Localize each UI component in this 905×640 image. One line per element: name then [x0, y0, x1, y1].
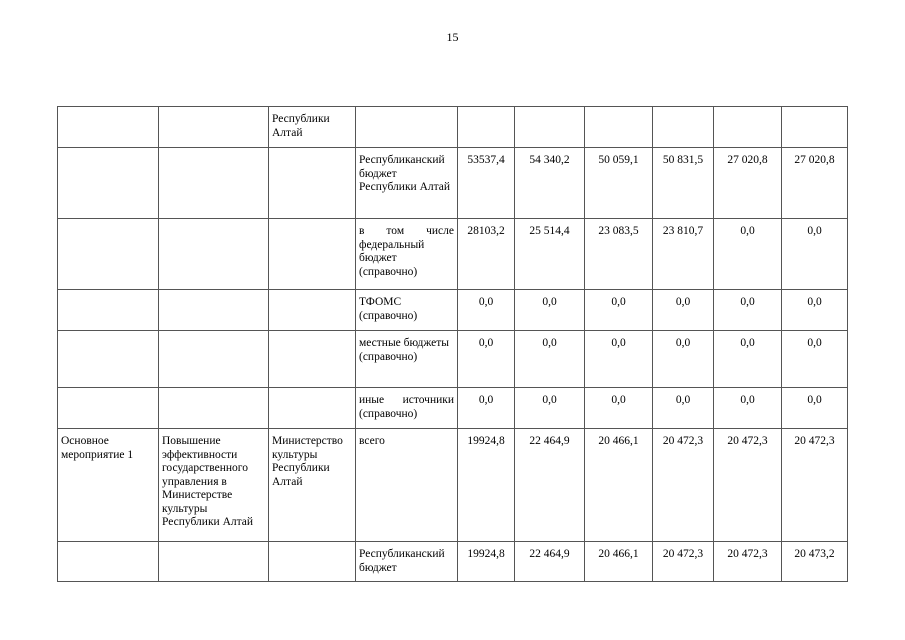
event-cell: [58, 107, 159, 148]
executor-cell: [269, 388, 356, 429]
description-cell: [159, 388, 269, 429]
value-cell: 0,0: [515, 290, 585, 331]
executor-cell: [269, 219, 356, 290]
value-cell: 0,0: [653, 388, 714, 429]
value-cell: 0,0: [458, 290, 515, 331]
value-cell: 20 466,1: [585, 429, 653, 542]
value-cell: 0,0: [585, 388, 653, 429]
value-cell: [782, 107, 848, 148]
table-row: [58, 148, 848, 219]
value-cell: [585, 107, 653, 148]
value-cell: 0,0: [782, 388, 848, 429]
value-cell: 23 083,5: [585, 219, 653, 290]
value-cell: 0,0: [782, 219, 848, 290]
table-row: [58, 107, 848, 148]
table-row: [58, 429, 848, 542]
table-row: [58, 219, 848, 290]
value-cell: 0,0: [653, 331, 714, 388]
event-cell: [58, 219, 159, 290]
source-text-rest: федеральный бюджет (справочно): [359, 238, 425, 278]
source-cell: Республиканский бюджет Республики Алтай: [356, 148, 458, 219]
description-cell: [159, 148, 269, 219]
value-cell: 22 464,9: [515, 542, 585, 582]
value-cell: [515, 107, 585, 148]
value-cell: 0,0: [714, 388, 782, 429]
source-cell: ТФОМС (справочно): [356, 290, 458, 331]
value-cell: 0,0: [782, 290, 848, 331]
value-cell: 0,0: [653, 290, 714, 331]
value-cell: [653, 107, 714, 148]
event-cell: [58, 290, 159, 331]
description-cell: Повышение эффективности государственного управления в Министерстве культуры Республики Алтай: [159, 429, 269, 542]
table-row: [58, 388, 848, 429]
event-cell: [58, 542, 159, 582]
value-cell: 0,0: [585, 331, 653, 388]
value-cell: [458, 107, 515, 148]
value-cell: 0,0: [458, 388, 515, 429]
value-cell: 54 340,2: [515, 148, 585, 219]
description-cell: [159, 107, 269, 148]
executor-cell: [269, 542, 356, 582]
value-cell: 28103,2: [458, 219, 515, 290]
source-cell: Республиканский бюджет: [356, 542, 458, 582]
value-cell: 25 514,4: [515, 219, 585, 290]
event-cell: [58, 148, 159, 219]
value-cell: 27 020,8: [782, 148, 848, 219]
value-cell: 22 464,9: [515, 429, 585, 542]
value-cell: 0,0: [585, 290, 653, 331]
source-text-line: в том числе: [359, 225, 454, 237]
value-cell: 23 810,7: [653, 219, 714, 290]
value-cell: 0,0: [714, 219, 782, 290]
source-text-line: иные источники: [359, 394, 454, 406]
event-cell: [58, 388, 159, 429]
table-row: [58, 290, 848, 331]
executor-cell: Республики Алтай: [269, 107, 356, 148]
value-cell: 19924,8: [458, 542, 515, 582]
value-cell: 0,0: [714, 331, 782, 388]
value-cell: 19924,8: [458, 429, 515, 542]
description-cell: [159, 542, 269, 582]
table-row: [58, 331, 848, 388]
value-cell: 0,0: [458, 331, 515, 388]
executor-cell: [269, 148, 356, 219]
value-cell: 20 472,3: [714, 429, 782, 542]
source-cell: [356, 107, 458, 148]
value-cell: 53537,4: [458, 148, 515, 219]
value-cell: 20 472,3: [653, 542, 714, 582]
page-number: 15: [446, 30, 459, 44]
value-cell: 20 472,3: [782, 429, 848, 542]
value-cell: 20 473,2: [782, 542, 848, 582]
value-cell: 27 020,8: [714, 148, 782, 219]
budget-table: [57, 106, 848, 582]
source-cell: местные бюджеты (справочно): [356, 331, 458, 388]
value-cell: 50 831,5: [653, 148, 714, 219]
event-cell: Основное мероприятие 1: [58, 429, 159, 542]
source-cell: [356, 388, 458, 429]
source-text-rest: (справочно): [359, 407, 418, 420]
executor-cell: [269, 290, 356, 331]
value-cell: [714, 107, 782, 148]
value-cell: 50 059,1: [585, 148, 653, 219]
description-cell: [159, 331, 269, 388]
value-cell: 20 472,3: [653, 429, 714, 542]
value-cell: 0,0: [515, 331, 585, 388]
description-cell: [159, 219, 269, 290]
value-cell: 20 466,1: [585, 542, 653, 582]
value-cell: 20 472,3: [714, 542, 782, 582]
value-cell: 0,0: [782, 331, 848, 388]
value-cell: 0,0: [515, 388, 585, 429]
source-cell: всего: [356, 429, 458, 542]
value-cell: 0,0: [714, 290, 782, 331]
source-cell: [356, 219, 458, 290]
executor-cell: Министерство культуры Республики Алтай: [269, 429, 356, 542]
table-row: [58, 542, 848, 582]
event-cell: [58, 331, 159, 388]
executor-cell: [269, 331, 356, 388]
description-cell: [159, 290, 269, 331]
